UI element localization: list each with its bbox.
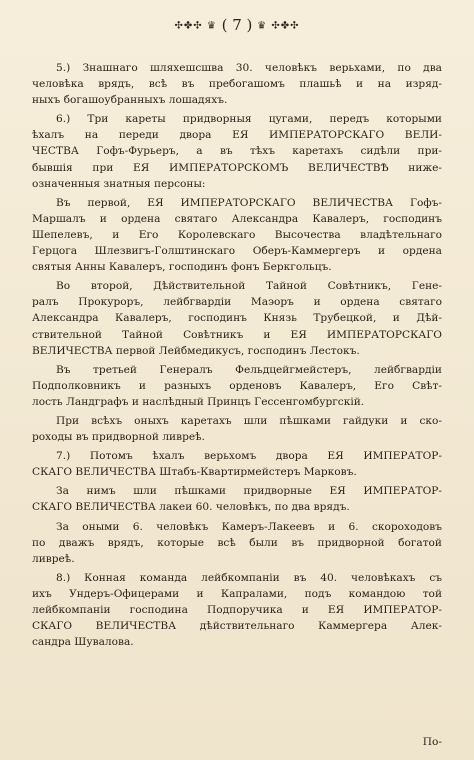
text-line: Александра Кавалеръ, господинъ Князь Трубецкой, и Дѣй- <box>32 312 442 325</box>
text-line: Въ первой, ЕЯ ИМПЕРАТОРСКАГО ВЕЛИЧЕСТВА Гофъ- <box>56 196 442 209</box>
text-line: 7.) Потомъ ѣхалъ верьхомъ двора ЕЯ ИМПЕРАТОР- <box>56 450 442 463</box>
text-line: святыя Анны Кавалеръ, господинъ фонъ Беркгольцъ. <box>32 261 332 274</box>
text-line: ливреѣ. <box>32 552 75 565</box>
text-line: ѣхалъ на переди двора ЕЯ ИМПЕРАТОРСКАГО ВЕЛИ- <box>32 129 442 142</box>
text-line: Подполковникъ и разныхъ орденовъ Кавалеръ, Его Свѣт- <box>32 379 442 392</box>
text-line: человѣка врядъ, всѣ въ пребогашомъ плашьѣ и на изряд- <box>32 78 442 91</box>
text-line: Герцога Шлезвигъ-Голштинскаго Оберъ-Каммергеръ и ордена <box>32 245 442 258</box>
text-line: 6.) Три кареты придворныя цугами, передъ которыми <box>56 113 442 126</box>
catchword: По- <box>422 736 442 748</box>
text-line: Маршалъ и ордена святаго Александра Кавалеръ, господинъ <box>32 212 442 225</box>
text-line: роходы въ придворной ливреѣ. <box>32 431 205 444</box>
text-line: ихъ Ундеръ-Офицерами и Капралами, подъ командою той <box>32 587 442 600</box>
text-line: Во второй, Дѣйствительной Тайной Совѣтникъ, Гене- <box>56 280 442 293</box>
text-line: 5.) Знашнаго шляхешсшва 30. человѣкъ верьхами, по два <box>56 62 442 74</box>
text-line: означенныя знатныя персоны: <box>32 177 206 190</box>
text-line: За нимъ шли пѣшками придворные ЕЯ ИМПЕРАТОР- <box>56 485 442 498</box>
text-line: Шепелевъ, и Его Королевскаго Высочества владѣтельнаго <box>32 228 442 241</box>
text-line: За оными 6. человѣкъ Камеръ-Лакеевъ и 6. скороходовъ <box>56 520 442 533</box>
text-body <box>32 60 442 650</box>
text-line: ВЕЛИЧЕСТВА первой Лейбмедикусъ, господинъ Лестокъ. <box>32 344 360 357</box>
ornament-left: ✣✤✣ ♛ <box>174 20 217 32</box>
ornament-right: ♛ ✣✤✣ <box>257 20 300 32</box>
text-line: ствительной Тайной Совѣтникъ и ЕЯ ИМПЕРАТОРСКАГО <box>32 328 442 341</box>
text-line: СКАГО ВЕЛИЧЕСТВА дѣйствительнаго Каммергера Алек- <box>32 620 442 633</box>
text-line: Въ третьей Генералъ Фельдцейгмейстеръ, лейбгвардіи <box>56 363 442 376</box>
page-number: ( 7 ) <box>221 16 253 34</box>
page-header <box>0 16 474 34</box>
text-line: лость Ландграфъ и наслѣдный Принцъ Гессенгомбургскій. <box>32 395 365 408</box>
text-line: При всѣхъ оныхъ каретахъ шли пѣшками гайдуки и ско- <box>56 414 442 427</box>
text-line: по дважъ врядъ, которые всѣ были въ придворной богатой <box>32 536 442 549</box>
text-line: ЧЕСТВА Гофъ-Фурьеръ, а въ тѣхъ каретахъ сидѣли при- <box>32 145 442 158</box>
text-line: ныхъ богашоубранныхъ лошадяхъ. <box>32 94 228 107</box>
text-line: СКАГО ВЕЛИЧЕСТВА Штабъ-Квартирмейстеръ Марковъ. <box>32 466 357 479</box>
text-line: СКАГО ВЕЛИЧЕСТВА лакеи 60. человѣкъ, по два врядъ. <box>32 501 350 514</box>
text-line: 8.) Конная команда лейбкомпаніи въ 40. человѣкахъ съ <box>56 571 442 584</box>
text-line: ралъ Прокуроръ, лейбгвардіи Маэоръ и ордена святаго <box>32 296 442 309</box>
text-line: лейбкомпаніи господина Подпоручика и ЕЯ ИМПЕРАТОР- <box>32 604 442 616</box>
text-line: бывшія при ЕЯ ИМПЕРАТОРСКОМЪ ВЕЛИЧЕСТВѢ ниже- <box>32 161 442 174</box>
text-line: сандра Шувалова. <box>32 636 134 649</box>
